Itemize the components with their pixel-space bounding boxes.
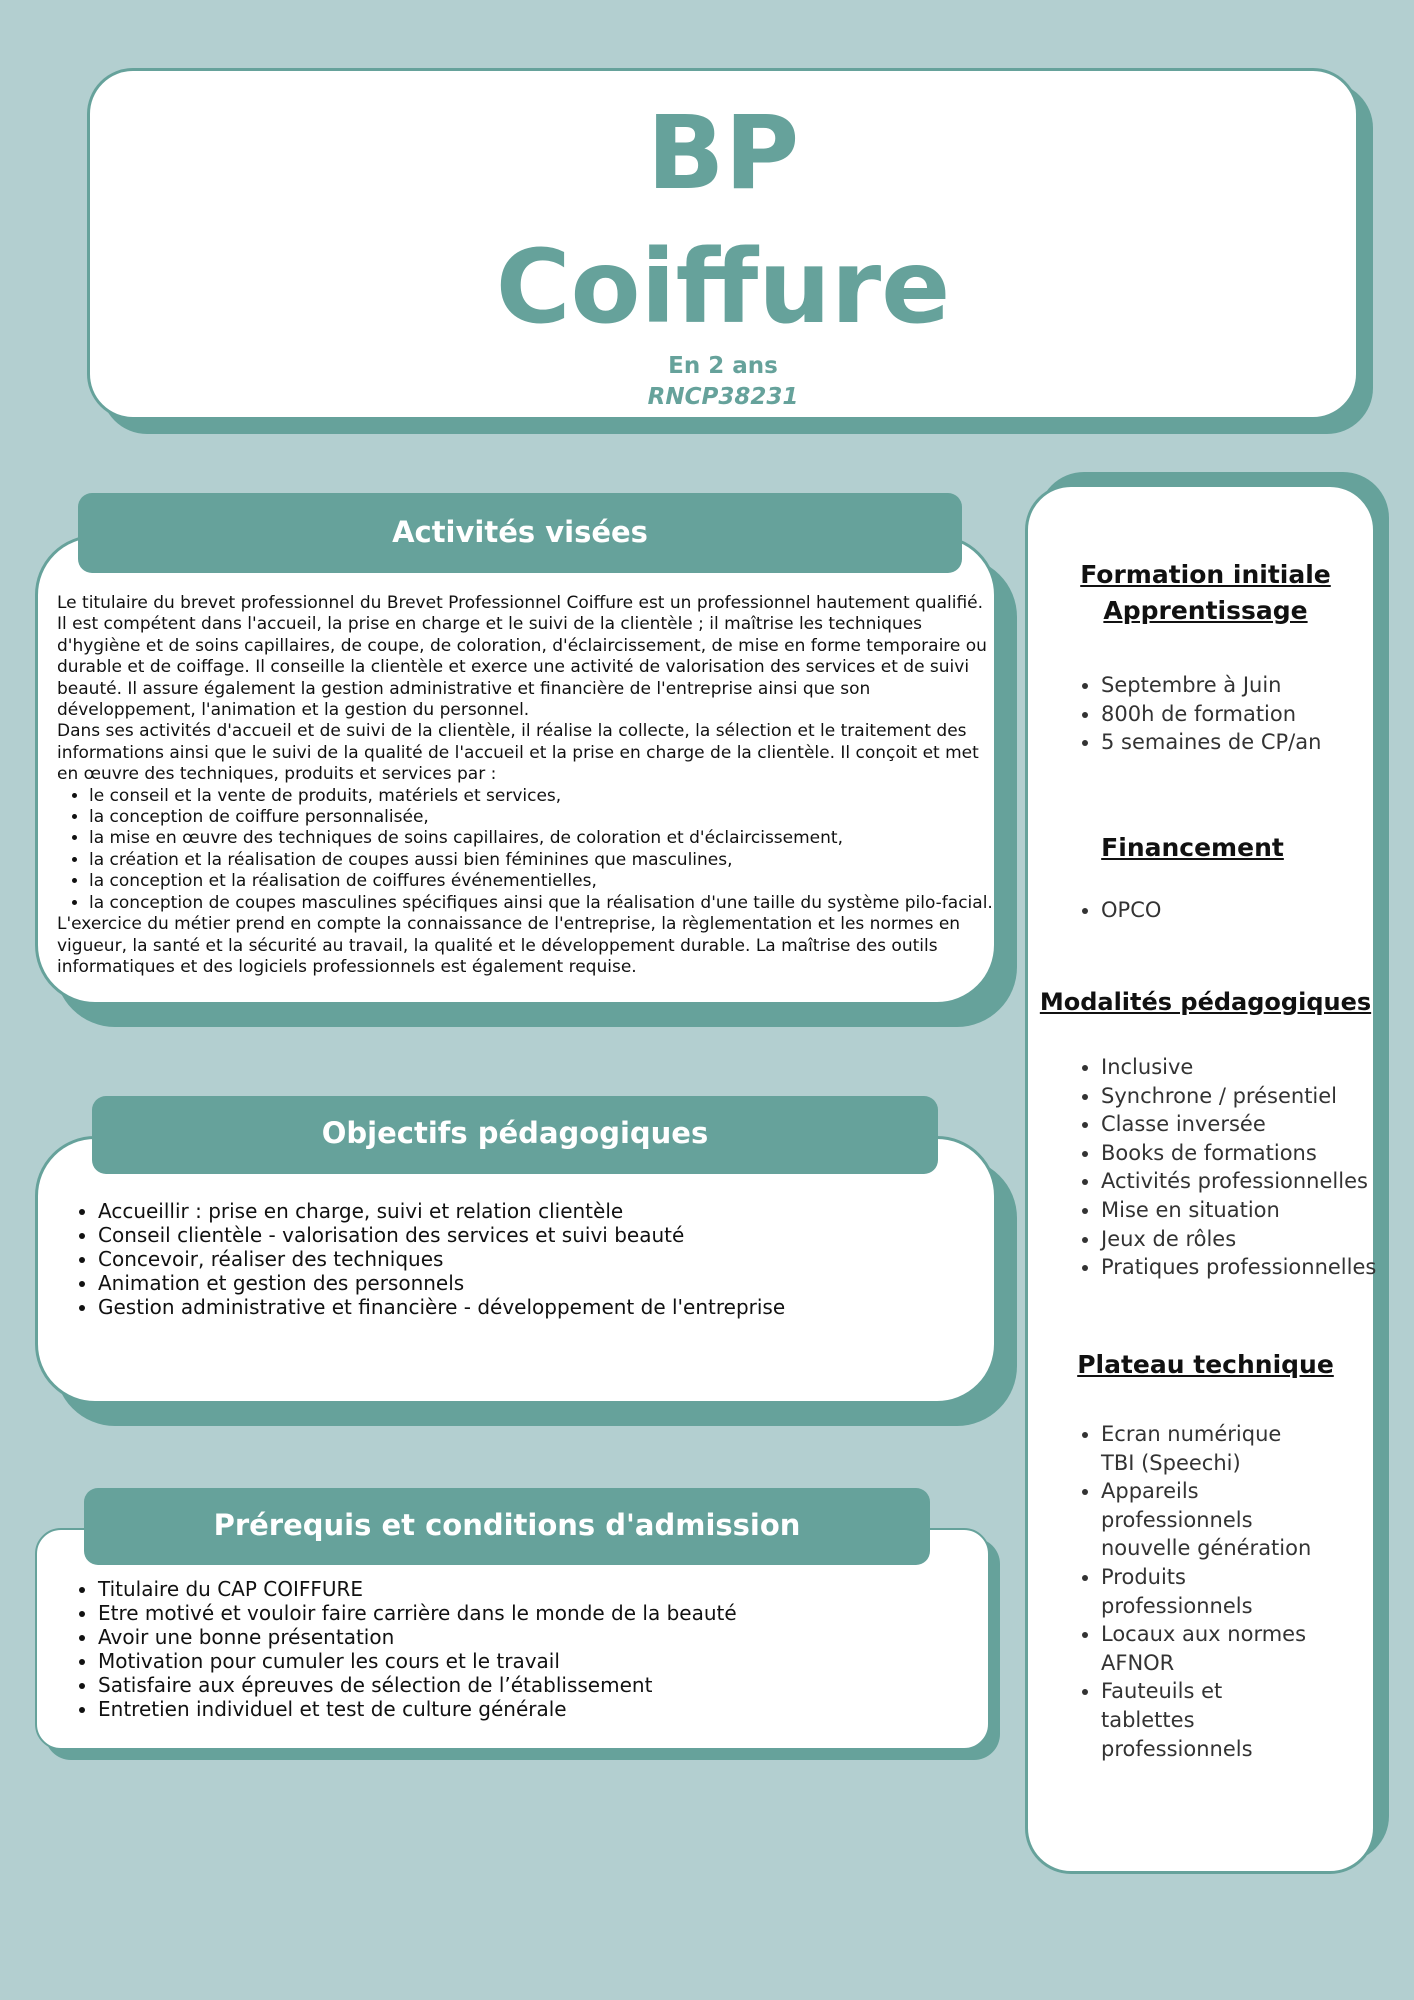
list-item: • Conseil clientèle - valorisation des services et suivi beauté <box>98 1223 1018 1247</box>
modalites-list <box>1070 1053 1401 1282</box>
list-item: • la création et la réalisation de coupes aussi bien féminines que masculines, <box>89 850 997 871</box>
list-item: • Motivation pour cumuler les cours et le travail <box>98 1649 1018 1673</box>
list-item: • Avoir une bonne présentation <box>98 1625 1018 1649</box>
rncp-code: RNCP38231 <box>647 384 799 410</box>
objectifs-heading: Objectifs pédagogiques <box>92 1096 938 1174</box>
list-item: • Ecran numérique TBI (Speechi) <box>1101 1420 1321 1477</box>
list-item: • Entretien individuel et test de culture générale <box>98 1697 1018 1721</box>
list-item: • Activités professionnelles <box>1101 1167 1401 1196</box>
list-item: • Appareils professionnels nouvelle génération <box>1101 1477 1321 1563</box>
formation-heading-line2: Apprentissage <box>1103 596 1308 625</box>
list-item: • OPCO <box>1101 896 1341 925</box>
list-item: • Inclusive <box>1101 1053 1401 1082</box>
list-item: • Etre motivé et vouloir faire carrière dans le monde de la beauté <box>98 1601 1018 1625</box>
list-item: • le conseil et la vente de produits, matériels et services, <box>89 786 997 807</box>
prerequis-heading: Prérequis et conditions d'admission <box>84 1488 930 1565</box>
formation-heading <box>1040 557 1371 629</box>
formation-list <box>1070 671 1341 757</box>
list-item: • Titulaire du CAP COIFFURE <box>98 1577 1018 1601</box>
plateau-list <box>1070 1420 1321 1763</box>
list-item: • la mise en œuvre des techniques de soins capillaires, de coloration et d'éclaircissement, <box>89 828 997 849</box>
list-item: • 5 semaines de CP/an <box>1101 728 1341 757</box>
list-item: • Animation et gestion des personnels <box>98 1271 1018 1295</box>
list-item: • Pratiques professionnelles <box>1101 1253 1401 1282</box>
financement-heading: Financement <box>1101 833 1284 862</box>
list-item: • Books de formations <box>1101 1139 1401 1168</box>
list-item: • Synchrone / présentiel <box>1101 1082 1401 1111</box>
activites-list <box>57 786 997 914</box>
activites-paragraph: L'exercice du métier prend en compte la connaissance de l'entreprise, la règlementation et les normes en vigueur, la santé et la sécurité au travail, la qualité et le développement durable. La maîtrise des outils informatiques et des logiciels professionnels est également requise. <box>57 914 961 977</box>
header-card <box>87 68 1359 420</box>
activites-paragraph: Le titulaire du brevet professionnel du Brevet Professionnel Coiffure est un professionnel hautement qualifié. Il est compétent dans l'accueil, la prise en charge et le suivi de la clientèle ; il maîtrise les techniques d'hygiène et de soins capillaires, de coupe, de coloration, d'éclaircissement, de mise en forme temporaire ou durable et de coiffage. Il conseille la clientèle et exerce une activité de valorisation des services et de suivi beauté. Il assure également la gestion administrative et financière de l'entreprise ainsi que son développement, l'animation et la gestion du personnel. <box>57 593 987 721</box>
list-item: • la conception de coupes masculines spécifiques ainsi que la réalisation d'une taille du système pilo-facial. <box>89 893 997 914</box>
list-item: • Mise en situation <box>1101 1196 1401 1225</box>
list-item: • la conception de coiffure personnalisée, <box>89 807 997 828</box>
modalites-heading: Modalités pédagogiques <box>1039 988 1372 1016</box>
list-item: • Fauteuils et tablettes professionnels <box>1101 1677 1321 1763</box>
activites-paragraph: Dans ses activités d'accueil et de suivi de la clientèle, il réalise la collecte, la sélection et le traitement des informations ainsi que le suivi de la qualité de l'accueil et la prise en charge de la clientèle. Il conçoit et met en œuvre des techniques, produits et services par : <box>57 721 979 785</box>
title-coiffure: Coiffure <box>495 228 951 347</box>
list-item: • la conception et la réalisation de coiffures événementielles, <box>89 871 997 892</box>
objectifs-list <box>60 1199 1018 1319</box>
list-item: • Accueillir : prise en charge, suivi et relation clientèle <box>98 1199 1018 1223</box>
list-item: • Jeux de rôles <box>1101 1225 1401 1254</box>
activites-body <box>57 593 997 978</box>
list-item: • Classe inversée <box>1101 1110 1401 1139</box>
list-item: • 800h de formation <box>1101 700 1341 729</box>
activites-heading: Activités visées <box>78 493 962 573</box>
financement-list <box>1070 896 1341 925</box>
list-item: • Concevoir, réaliser des techniques <box>98 1247 1018 1271</box>
list-item: • Produits professionnels <box>1101 1563 1321 1620</box>
formation-heading-line1: Formation initiale <box>1080 560 1331 589</box>
duration-label: En 2 ans <box>668 353 778 379</box>
plateau-heading: Plateau technique <box>1077 1350 1334 1379</box>
list-item: • Locaux aux normes AFNOR <box>1101 1620 1321 1677</box>
prerequis-list <box>60 1577 1018 1721</box>
list-item: • Satisfaire aux épreuves de sélection de l’établissement <box>98 1673 1018 1697</box>
list-item: • Septembre à Juin <box>1101 671 1341 700</box>
title-bp: BP <box>646 94 800 213</box>
list-item: • Gestion administrative et financière - développement de l'entreprise <box>98 1295 1018 1319</box>
